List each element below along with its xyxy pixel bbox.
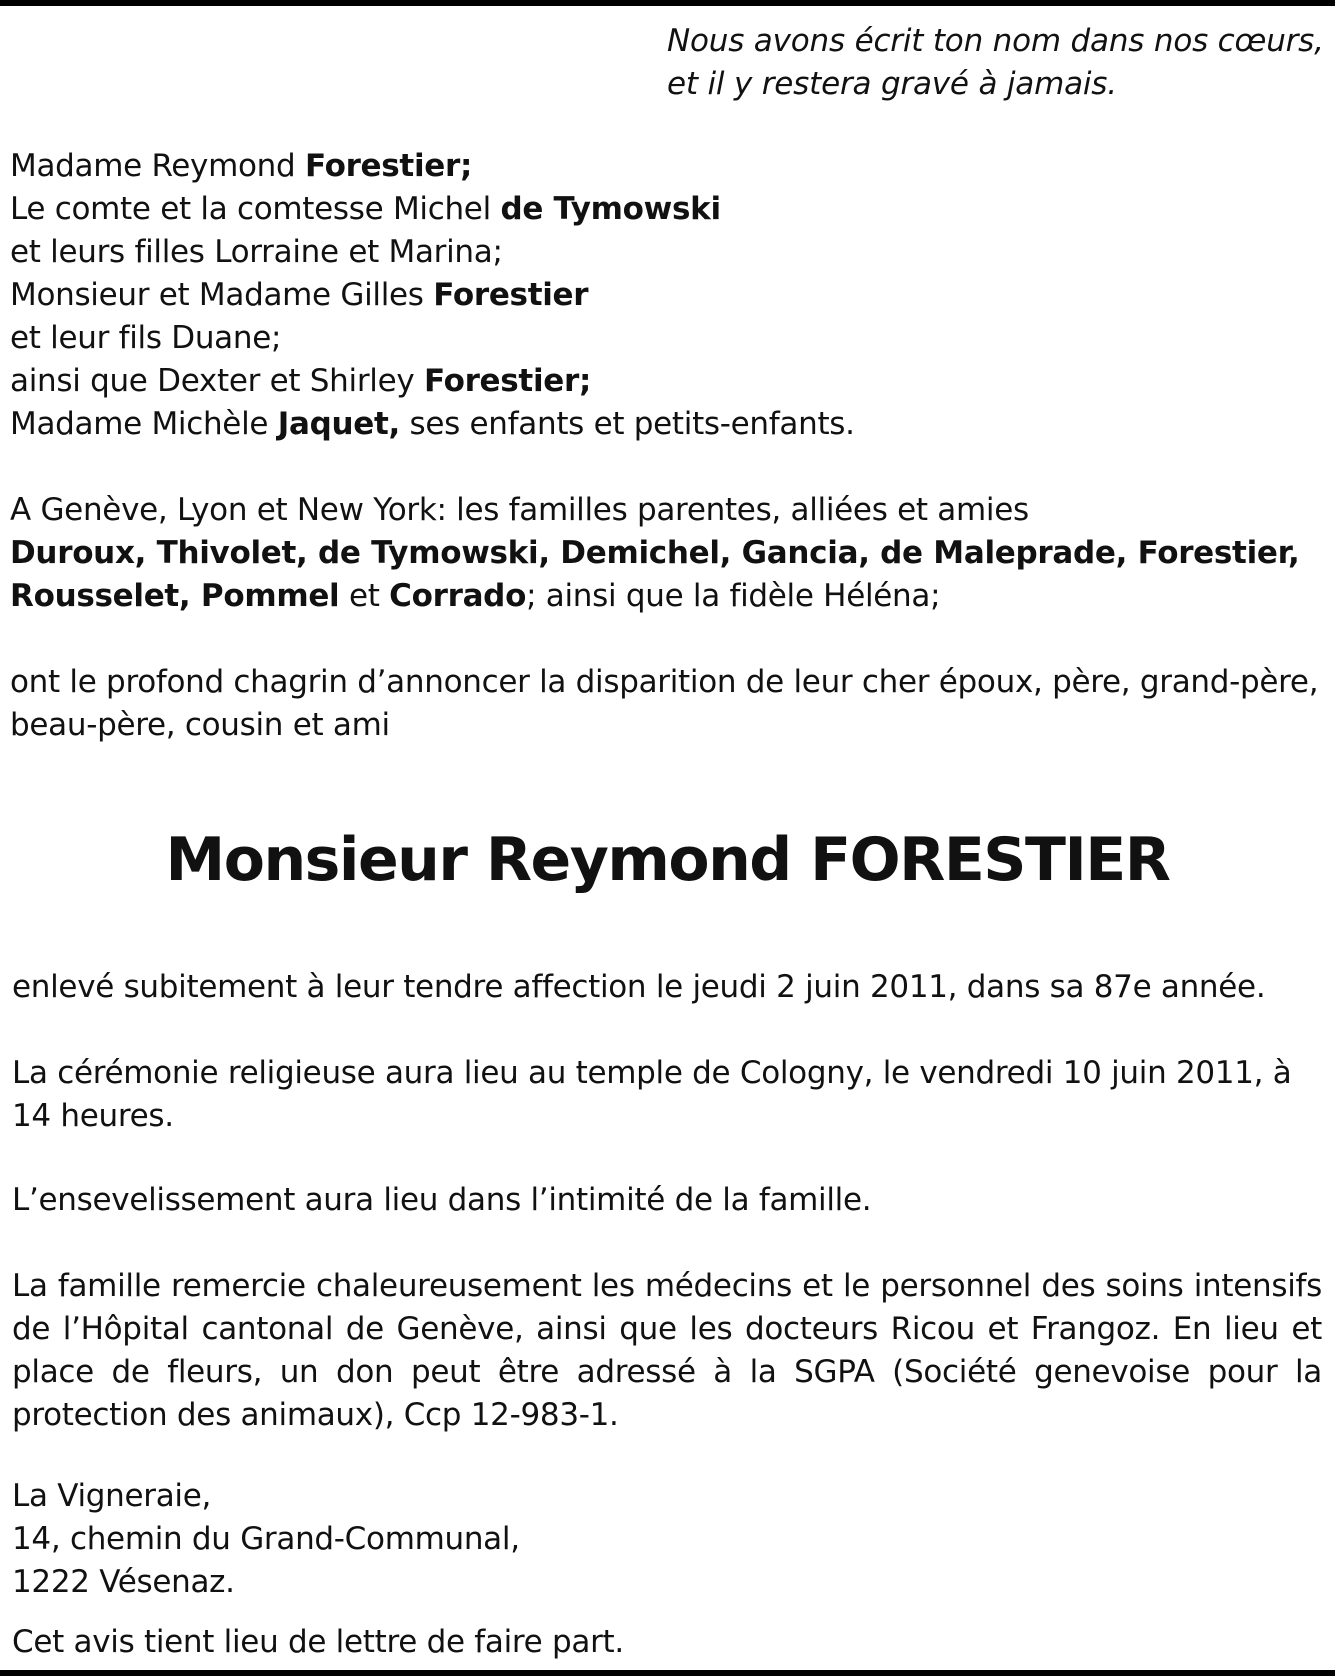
family-text: Le comte et la comtesse Michel — [10, 191, 501, 227]
top-rule — [0, 0, 1335, 6]
family-surname: de Tymowski — [500, 191, 721, 227]
deceased-name: Monsieur Reymond FORESTIER — [165, 825, 1170, 895]
family-line — [10, 403, 855, 446]
relatives-surname: Corrado — [389, 578, 527, 614]
family-line — [10, 145, 855, 188]
address-block — [12, 1475, 1322, 1604]
family-surname: Forestier; — [423, 363, 592, 399]
announcement-line: beau-père, cousin et ami — [10, 707, 390, 743]
family-line — [10, 274, 855, 317]
relatives-surname: Rousselet, Pommel — [10, 578, 340, 614]
family-text: Madame Michèle — [10, 406, 278, 442]
family-surname: Forestier; — [304, 148, 473, 184]
family-text: ainsi que Dexter et Shirley — [10, 363, 424, 399]
bottom-rule — [0, 1670, 1335, 1676]
relatives-list — [10, 489, 1300, 618]
burial-info: L’ensevelissement aura lieu dans l’intimité de la famille. — [12, 1182, 872, 1218]
thanks-paragraph: La famille remercie chaleureusement les médecins et le personnel des soins intensifs de l’Hôpital cantonal de Genève, ainsi que les docteurs Ricou et Frangoz. En lieu et place de fleurs, un don peut être adressé à la SGPA (Société genevoise pour la protection des animaux), Ccp 12-983-1. — [12, 1268, 1322, 1433]
family-surname: Forestier — [433, 277, 589, 313]
family-line: et leurs filles Lorraine et Marina; — [10, 234, 503, 270]
ceremony-info: La cérémonie religieuse aura lieu au temple de Cologny, le vendredi 10 juin 2011, à 14 heures. — [12, 1055, 1292, 1134]
announcement-line: ont le profond chagrin d’annoncer la disparition de leur cher époux, père, grand-père, — [10, 664, 1319, 700]
address-line: La Vigneraie, — [12, 1478, 212, 1514]
family-list — [10, 145, 855, 446]
family-text: Monsieur et Madame Gilles — [10, 277, 434, 313]
relatives-text: et — [339, 578, 390, 614]
address-line: 14, chemin du Grand-Communal, — [12, 1521, 520, 1557]
death-notice: enlevé subitement à leur tendre affection le jeudi 2 juin 2011, dans sa 87e année. — [12, 969, 1266, 1005]
family-text: ses enfants et petits-enfants. — [399, 406, 855, 442]
family-line — [10, 188, 855, 231]
family-line: et leur fils Duane; — [10, 320, 282, 356]
epigraph-line: et il y restera gravé à jamais. — [667, 66, 1117, 102]
relatives-text: ; ainsi que la fidèle Héléna; — [526, 578, 941, 614]
relatives-surnames: Duroux, Thivolet, de Tymowski, Demichel, Gancia, de Maleprade, Forestier, — [10, 535, 1300, 571]
family-line — [10, 360, 855, 403]
relatives-line: A Genève, Lyon et New York: les familles parentes, alliées et amies — [10, 492, 1029, 528]
announcement — [10, 661, 1318, 747]
family-text: Madame Reymond — [10, 148, 305, 184]
relatives-line — [10, 575, 1300, 618]
address-line: 1222 Vésenaz. — [12, 1564, 235, 1600]
epigraph-line: Nous avons écrit ton nom dans nos cœurs, — [667, 23, 1324, 59]
epigraph — [667, 20, 1324, 106]
closing-note: Cet avis tient lieu de lettre de faire part. — [12, 1624, 624, 1660]
family-surname: Jaquet, — [277, 406, 400, 442]
